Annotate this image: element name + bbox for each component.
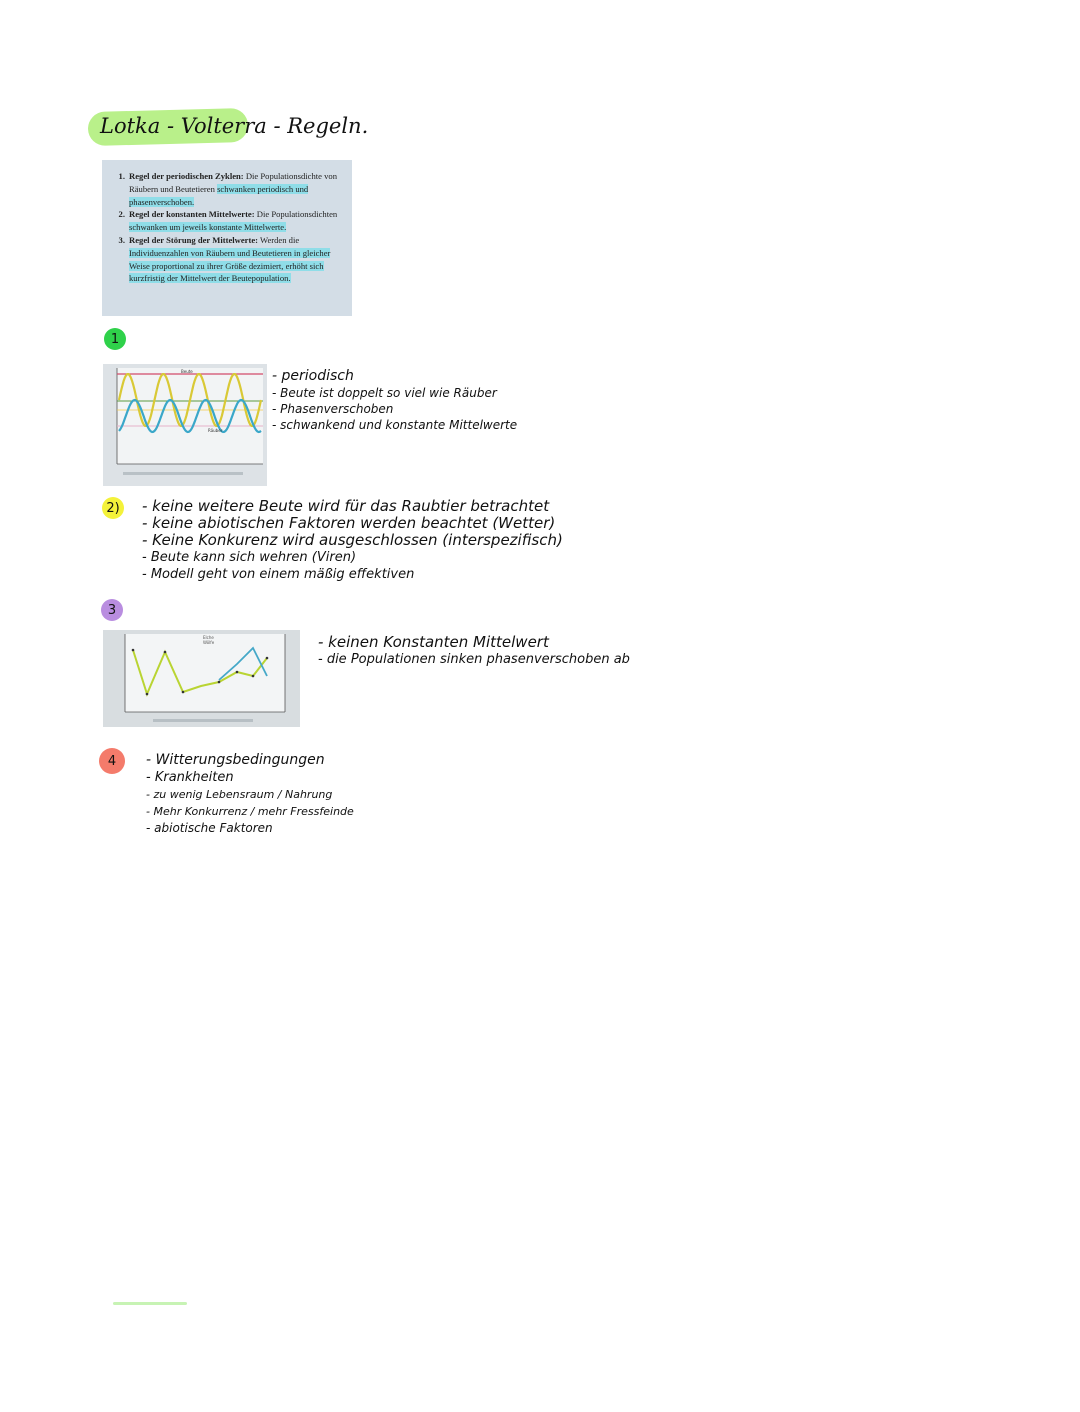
section-2-marker <box>102 497 124 519</box>
note-line: - schwankend und konstante Mittelwerte <box>272 418 518 432</box>
rule-text <box>129 208 342 234</box>
chart-2-legend-wolves: Wölfe <box>203 640 215 645</box>
section-2-notes <box>142 498 563 583</box>
decorative-highlight-stroke <box>113 1302 187 1305</box>
rule-name: Regel der konstanten Mittelwerte: <box>129 209 255 220</box>
chart-2-photo <box>103 630 300 727</box>
chart-2-point <box>146 693 149 696</box>
rule-plain: Die Populationsdichte von Räubern und Beutetieren <box>129 171 337 194</box>
rule-name: Regel der Störung der Mittelwerte: <box>129 234 259 245</box>
chart-1-legend-predator: Räuber <box>208 428 223 433</box>
chart-2-point <box>236 671 239 674</box>
section-2-number: 2) <box>106 500 120 516</box>
section-4-marker <box>99 748 125 774</box>
note-line: - keine weitere Beute wird für das Raubtier betrachtet <box>142 497 550 515</box>
rule-number: 2. <box>118 209 125 220</box>
rule-name: Regel der periodischen Zyklen: <box>129 171 244 181</box>
note-line: - Beute kann sich wehren (Viren) <box>142 550 357 565</box>
chart-2-point <box>218 681 221 684</box>
section-1-number: 1 <box>110 331 120 347</box>
note-line: - Phasenverschoben <box>272 402 394 416</box>
rule-plain: Die Populationsdichten <box>254 209 338 220</box>
rule-1 <box>110 170 342 208</box>
page-title: Lotka - Volterra - Regeln. <box>100 114 369 138</box>
note-line: - keinen Konstanten Mittelwert <box>318 633 549 651</box>
note-line: - Witterungsbedingungen <box>146 752 325 768</box>
section-4-notes <box>146 752 354 837</box>
note-line: - periodisch <box>272 368 354 384</box>
section-3-marker <box>101 599 123 621</box>
chart-2-point <box>252 675 255 678</box>
chart-2-point <box>182 691 185 694</box>
rule-3 <box>110 234 342 285</box>
rule-highlight: schwanken um jeweils konstante Mittelwerte. <box>129 222 287 233</box>
chart-1-photo <box>103 364 267 486</box>
rule-number: 3. <box>118 234 125 245</box>
chart-2-svg <box>103 630 300 727</box>
chart-2-plot-area <box>125 634 285 712</box>
chart-1-legend-prey: Beute <box>181 369 193 374</box>
rule-text <box>129 234 342 285</box>
chart-1-svg <box>103 364 267 486</box>
note-line: - zu wenig Lebensraum / Nahrung <box>146 788 333 801</box>
chart-2-legend-moose: Elche <box>203 635 214 640</box>
chart-2-point <box>132 649 135 652</box>
rule-highlight: schwanken periodisch und phasenverschoben. <box>129 183 309 207</box>
note-line: - abiotische Faktoren <box>146 821 273 835</box>
note-line: - Modell geht von einem mäßig effektiven <box>142 567 415 582</box>
chart-2-point <box>164 651 167 654</box>
chart-2-caption-blur <box>153 719 253 722</box>
rule-number: 1. <box>118 171 125 181</box>
rule-highlight: Individuenzahlen von Räubern und Beutetieren in gleicher Weise proportional zu ihrer Größe dezimiert, erhöht sich kurzfristig der Mittelwert der Beutepopulation. <box>129 247 331 284</box>
note-line: - Keine Konkurenz wird ausgeschlossen (interspezifisch) <box>142 531 563 549</box>
rule-2 <box>110 208 342 234</box>
chart-1-plot-area <box>117 368 263 464</box>
note-line: - Krankheiten <box>146 770 234 785</box>
chart-1-caption-blur <box>123 472 243 475</box>
rule-text <box>129 170 342 208</box>
note-line: - keine abiotischen Faktoren werden beachtet (Wetter) <box>142 514 556 532</box>
section-1-marker <box>104 328 126 350</box>
section-3-number: 3 <box>107 602 117 618</box>
rules-textbook-excerpt <box>102 160 352 316</box>
chart-2-point <box>266 657 269 660</box>
note-line: - Beute ist doppelt so viel wie Räuber <box>272 386 497 400</box>
note-line: - die Populationen sinken phasenverschoben ab <box>318 652 630 667</box>
section-1-notes <box>272 368 517 433</box>
section-3-notes <box>318 634 630 668</box>
note-line: - Mehr Konkurrenz / mehr Fressfeinde <box>146 805 354 818</box>
rule-plain: Werden die <box>258 234 300 245</box>
section-4-number: 4 <box>107 753 117 769</box>
